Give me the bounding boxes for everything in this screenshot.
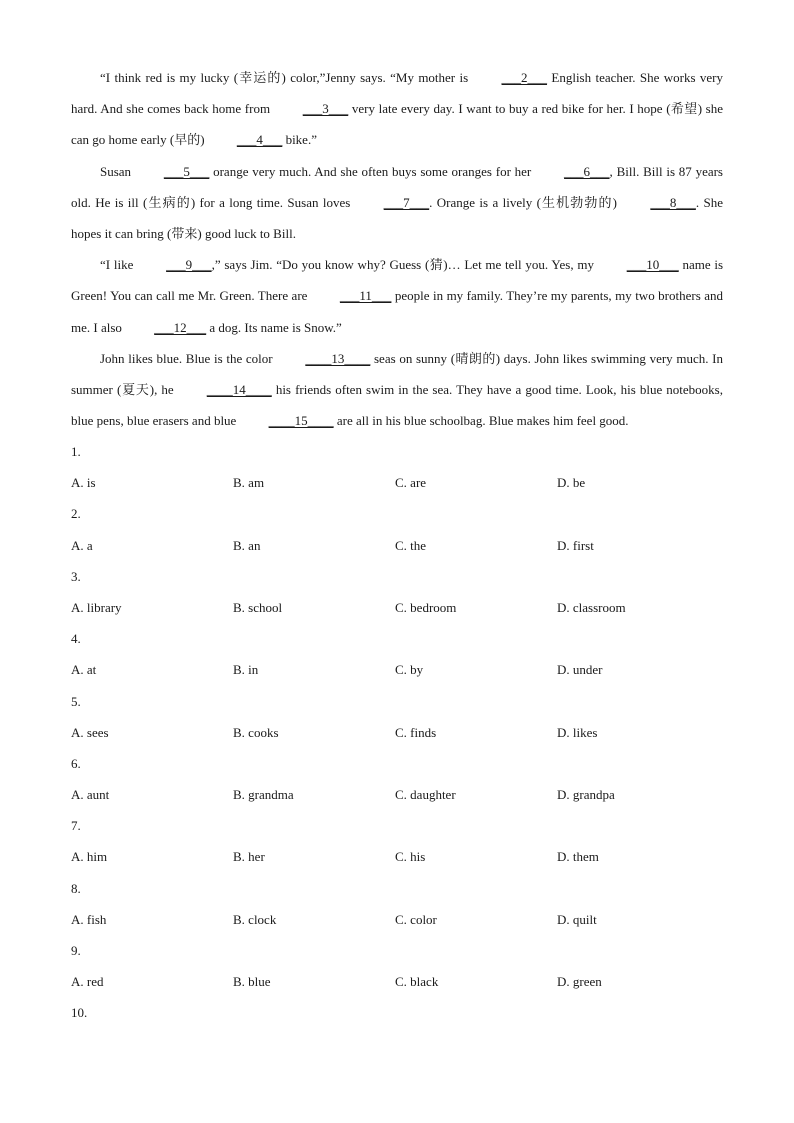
passage-text: bike.” xyxy=(282,132,317,148)
passage-text: English teacher. She works very hard. And she comes back home from xyxy=(71,70,723,117)
passage-text: people in my family. They’re my parents, my two brothers and me. I also xyxy=(71,288,723,335)
answer-option[interactable]: D. grandpa xyxy=(557,787,615,803)
answer-option[interactable]: B. blue xyxy=(233,974,271,990)
answer-blank: ____14____ xyxy=(206,382,272,398)
answer-blank: ___2___ xyxy=(501,70,548,85)
passage-text: are all in his blue schoolbag. Blue makes him feel good. xyxy=(333,413,629,429)
answer-blank: ___4___ xyxy=(236,132,283,148)
passage-paragraph xyxy=(71,249,723,343)
question-number-row xyxy=(71,561,723,592)
option-row xyxy=(71,530,723,561)
question-number-row xyxy=(71,686,723,717)
answer-option[interactable]: C. black xyxy=(395,974,439,990)
passage-text: . She hopes it can bring (带来) good luck to Bill. xyxy=(71,194,723,242)
answer-option[interactable]: A. library xyxy=(71,599,122,615)
passage-text: a dog. Its name is Snow.” xyxy=(206,319,342,335)
question-number: 10. xyxy=(71,1005,88,1021)
option-row xyxy=(71,592,723,623)
passage-text: “I think red is my lucky (幸运的) color,”Jenny says. “My mother is xyxy=(100,70,473,85)
answer-option[interactable]: B. her xyxy=(233,849,265,865)
answer-option[interactable]: A. at xyxy=(71,662,97,678)
cloze-passage xyxy=(71,62,723,436)
option-row xyxy=(71,842,723,873)
answer-option[interactable]: A. red xyxy=(71,974,104,990)
answer-option[interactable]: C. his xyxy=(395,849,426,865)
passage-text: , Bill. Bill is 87 years old. He is ill (生病的) for a long time. Susan loves xyxy=(71,163,723,210)
answer-option[interactable]: C. bedroom xyxy=(395,599,457,615)
option-row xyxy=(71,717,723,748)
option-row xyxy=(71,655,723,686)
passage-text: . Orange is a lively (生机勃勃的) xyxy=(429,194,622,210)
answer-option[interactable]: B. am xyxy=(233,475,265,491)
question-number: 5. xyxy=(71,693,81,709)
answer-option[interactable]: C. finds xyxy=(395,724,437,740)
answer-option[interactable]: A. sees xyxy=(71,724,109,740)
answer-blank: ___12___ xyxy=(154,319,207,335)
question-number: 6. xyxy=(71,755,81,771)
passage-text: seas on sunny (晴朗的) days. John likes swimming very much. In summer (夏天), he xyxy=(71,350,723,398)
answer-blank: ___9___ xyxy=(166,257,212,273)
question-number-row xyxy=(71,748,723,779)
answer-option[interactable]: C. are xyxy=(395,475,427,491)
question-number: 2. xyxy=(71,506,81,522)
option-row xyxy=(71,967,723,998)
answer-blank: ___10___ xyxy=(626,257,679,273)
answer-option[interactable]: B. an xyxy=(233,537,261,553)
question-number: 4. xyxy=(71,631,81,647)
answer-blank: ___3___ xyxy=(302,101,349,117)
question-number-row xyxy=(71,935,723,966)
answer-option[interactable]: B. clock xyxy=(233,911,277,927)
answer-blank: ___6___ xyxy=(564,163,610,179)
answer-option[interactable]: B. cooks xyxy=(233,724,279,740)
answer-blank: ___8___ xyxy=(650,194,696,210)
question-number-row xyxy=(71,873,723,904)
question-number-row xyxy=(71,998,723,1029)
answer-option[interactable]: C. by xyxy=(395,662,424,678)
question-number-row xyxy=(71,499,723,530)
answer-option[interactable]: B. grandma xyxy=(233,787,294,803)
answer-option[interactable]: A. him xyxy=(71,849,108,865)
answer-blank: ___11___ xyxy=(339,288,392,304)
question-number: 7. xyxy=(71,818,81,834)
answer-option[interactable]: A. aunt xyxy=(71,787,110,803)
question-number: 3. xyxy=(71,568,81,584)
passage-text: ,” says Jim. “Do you know why? Guess (猜)… Let me tell you. Yes, my xyxy=(211,257,598,273)
answer-option[interactable]: D. classroom xyxy=(557,599,626,615)
passage-text: name is Green! You can call me Mr. Green. There are xyxy=(71,257,724,304)
option-row xyxy=(71,780,723,811)
answer-blank: ___7___ xyxy=(383,194,430,210)
passage-text: John likes blue. Blue is the color xyxy=(100,350,277,366)
answer-option[interactable]: A. is xyxy=(71,475,96,491)
passage-paragraph xyxy=(71,62,723,156)
answer-option[interactable]: D. be xyxy=(557,475,586,491)
answer-option[interactable]: B. school xyxy=(233,599,283,615)
question-list xyxy=(71,436,723,1029)
passage-text: very late every day. I want to buy a red bike for her. I hope (希望) she can go home early (早的) xyxy=(71,101,723,148)
passage-text: Susan xyxy=(100,163,135,179)
answer-option[interactable]: C. the xyxy=(395,537,427,553)
question-number: 1. xyxy=(71,444,81,460)
passage-paragraph xyxy=(71,156,723,250)
passage-text: his friends often swim in the sea. They have a good time. Look, his blue notebooks, blue pens, blue erasers and blue xyxy=(71,382,723,429)
answer-option[interactable]: C. color xyxy=(395,911,437,927)
answer-option[interactable]: D. likes xyxy=(557,724,598,740)
answer-option[interactable]: A. fish xyxy=(71,911,107,927)
option-row xyxy=(71,904,723,935)
question-number-row xyxy=(71,811,723,842)
answer-blank: ____13____ xyxy=(305,350,371,366)
passage-text: orange very much. And she often buys some oranges for her xyxy=(209,163,536,179)
question-number-row xyxy=(71,436,723,467)
answer-option[interactable]: D. first xyxy=(557,537,594,553)
question-number: 9. xyxy=(71,943,81,959)
answer-option[interactable]: D. green xyxy=(557,974,602,990)
question-number: 8. xyxy=(71,880,81,896)
answer-option[interactable]: D. under xyxy=(557,662,603,678)
answer-blank: ___5___ xyxy=(163,163,210,179)
answer-option[interactable]: D. quilt xyxy=(557,911,597,927)
passage-text: “I like xyxy=(100,257,138,273)
document-page xyxy=(71,62,723,1029)
passage-paragraph xyxy=(71,343,723,437)
answer-option[interactable]: D. them xyxy=(557,849,599,865)
option-row xyxy=(71,468,723,499)
answer-option[interactable]: B. in xyxy=(233,662,259,678)
answer-blank: ____15____ xyxy=(268,413,334,429)
answer-option[interactable]: A. a xyxy=(71,537,93,553)
answer-option[interactable]: C. daughter xyxy=(395,787,456,803)
question-number-row xyxy=(71,624,723,655)
